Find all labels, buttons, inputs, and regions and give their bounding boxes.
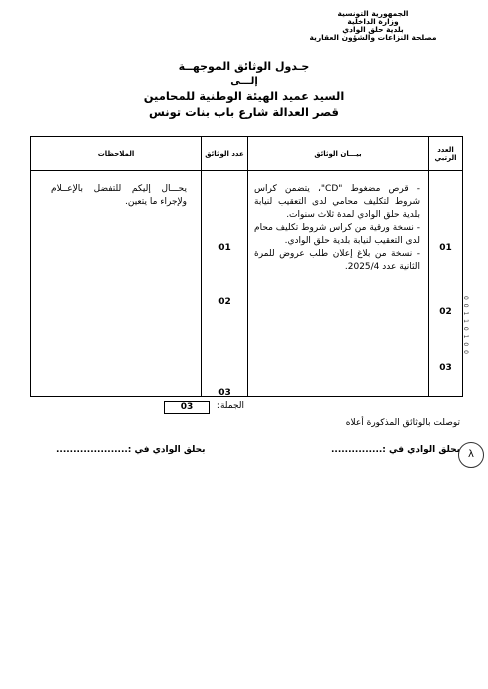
- document-title: جـدول الوثائق الموجهــة: [178, 60, 310, 73]
- total-label: الجملة:: [216, 401, 244, 411]
- title-to: إلـــى: [230, 76, 258, 87]
- header-line-1: الجمهورية التونسية: [337, 9, 409, 18]
- description-line-1: - قرص مضغوط "CD"، يتضمن كراس شروط لتكليف محامي لدى التعقيب لنيابة بلدية حلق الوادي لمدة ثلاث سنوات.: [254, 184, 420, 220]
- count-3: 03: [218, 388, 231, 398]
- description-line-2: - نسخة ورقية من كراس شروط تكليف محام لدى التعقيب لنيابة بلدية حلق الوادي.: [254, 223, 420, 246]
- description-cell: [248, 171, 429, 397]
- count-2: 02: [218, 297, 231, 307]
- signature-place-date-left: بحلق الوادي في :.....................: [56, 445, 206, 455]
- serial-3: 03: [439, 363, 452, 373]
- header-description: بيـــان الوثائق: [248, 137, 429, 171]
- table-row: [31, 171, 463, 397]
- header-line-2: وزارة الداخلية: [347, 17, 399, 26]
- description-line-3: - نسخة من بلاغ إعلان طلب عروض للمرة الثانية عدد 2025/4.: [254, 249, 420, 272]
- count-1: 01: [218, 243, 231, 253]
- notes-text: يحـــال إليكم للتفضل بالإعــلام ولإجراء ما يتعين.: [51, 184, 187, 207]
- serial-1: 01: [439, 243, 452, 253]
- table-header-row: [31, 137, 463, 171]
- total-value: 03: [164, 401, 210, 414]
- header-count: عدد الوثائق: [202, 137, 248, 171]
- stamp-icon: λ: [458, 442, 484, 468]
- margin-digits: 0 0 1 1 0 1 0 0: [462, 296, 469, 355]
- notes-cell: [31, 171, 202, 397]
- serial-2: 02: [439, 307, 452, 317]
- ministry-header: [288, 10, 458, 42]
- header-serial: العدد الرتبي: [429, 137, 463, 171]
- received-statement: توصلت بالوثائق المذكورة أعلاه: [345, 418, 460, 428]
- header-line-4: مصلحة النزاعات والشؤون العقارية: [309, 33, 437, 42]
- header-line-3: بلدية حلق الوادي: [342, 25, 404, 34]
- header-notes: الملاحظات: [31, 137, 202, 171]
- recipient-name: السيد عميد الهيئة الوطنية للمحامين: [143, 89, 345, 103]
- recipient-address: قصر العدالة شارع باب بنات تونس: [149, 105, 339, 119]
- documents-table: [30, 136, 463, 397]
- count-cell: [202, 171, 248, 397]
- serial-cell: [429, 171, 463, 397]
- signature-place-date-right: بحلق الوادي في :...............: [331, 445, 460, 455]
